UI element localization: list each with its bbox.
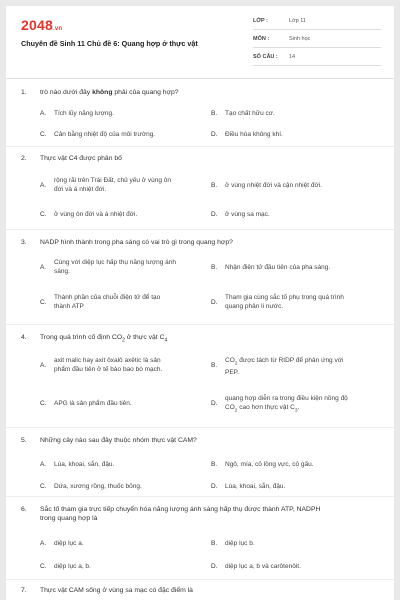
question-7: 7. Thực vật CAM sống ở vùng sa mạc có đặc điểm là bbox=[6, 586, 394, 595]
question-3: 3. NADP hình thành trong pha sáng có vai trò gì trong quang hợp? A. Cùng với diệp lục hấp thụ năng lượng ánh sáng. B. Nhận điện tử đầu tiên của pha sáng. C. Thành phần của chuỗi điện tử để tạo thành ATP D. Tham gia cùng sắc tố phụ trong quá trình quang phân li nước. bbox=[6, 238, 394, 247]
question-text: Những cây nào sau đây thuộc nhóm thực vật CAM? bbox=[40, 437, 197, 444]
document-header bbox=[6, 6, 394, 78]
question-divider bbox=[6, 324, 394, 325]
question-2: 2. Thực vật C4 được phân bố A. rộng rãi trên Trái Đất, chủ yếu ở vùng ôn đới và á nhiệt đới. B. ở vùng nhiệt đới và cận nhiệt đới. C. ở vùng ôn đới và á nhiệt đới. D. ở vùng sa mạc. bbox=[6, 154, 394, 163]
meta-question-count: SỐ CÂU : 14 bbox=[253, 49, 381, 66]
meta-class: LỚP : Lớp 11 bbox=[253, 13, 381, 30]
question-1: 1. trò nào dưới đây không phải của quang hợp? A. Tích lũy năng lượng. B. Tạo chất hữu cơ. C. Cân bằng nhiệt độ của môi trường. D. Điều hòa không khí. bbox=[6, 88, 394, 97]
meta-subject: MÔN : Sinh học bbox=[253, 31, 381, 48]
question-text: NADP hình thành trong pha sáng có vai trò gì trong quang hợp? bbox=[40, 239, 233, 246]
question-text: trò nào dưới đây không phải của quang hợp? bbox=[40, 89, 179, 96]
question-5: 5. Những cây nào sau đây thuộc nhóm thực vật CAM? A. Lúa, khoai, sắn, đậu. B. Ngô, mía, cỏ lồng vực, cỏ gấu. C. Dứa, xương rồng, thuốc bỏng. D. Lúa, khoai, sắn, đậu. bbox=[6, 436, 394, 445]
question-6: 6. Sắc tố tham gia trực tiếp chuyển hóa năng lượng ánh sáng hấp thụ được thành ATP, NADPH trong quang hợp là A. diệp lục a. B. diệp lục b. C. diệp lục a, b. D. diệp lục a, b và carôtenôit. bbox=[6, 505, 394, 523]
document-page bbox=[6, 6, 394, 600]
question-text: Trong quá trình cố định $CO_2$ ở thực vật $C_4$ bbox=[40, 334, 168, 344]
site-logo[interactable]: 2048.vn bbox=[21, 17, 63, 33]
question-divider bbox=[6, 496, 394, 497]
question-divider bbox=[6, 579, 394, 580]
question-divider bbox=[6, 229, 394, 230]
header-divider bbox=[6, 78, 394, 79]
question-divider bbox=[6, 146, 394, 147]
question-4: 4. Trong quá trình cố định $CO_2$ ở thực vật $C_4$ A. axit malic hay axit ôxalô axêtic là sản phẩm đầu tiên ở tế bào bao bó mạch. B. $CO_2$ được tách từ RIDP để phản ứng với PEP. C. APG là sản phẩm đầu tiên. D. quang hợp diễn ra trong điều kiện nồng độ $CO_2$ cao hơn thực vật $C_3$. bbox=[6, 333, 394, 345]
question-text: Thực vật CAM sống ở vùng sa mạc có đặc điểm là bbox=[40, 587, 193, 594]
question-divider bbox=[6, 427, 394, 428]
question-text: Sắc tố tham gia trực tiếp chuyển hóa năng lượng ánh sáng hấp thụ được thành ATP, NADPH trong quang hợp là bbox=[40, 506, 321, 522]
question-text: Thực vật C4 được phân bố bbox=[40, 155, 122, 162]
document-title: Chuyên đề Sinh 11 Chủ đề 6: Quang hợp ở thực vật bbox=[21, 39, 198, 48]
